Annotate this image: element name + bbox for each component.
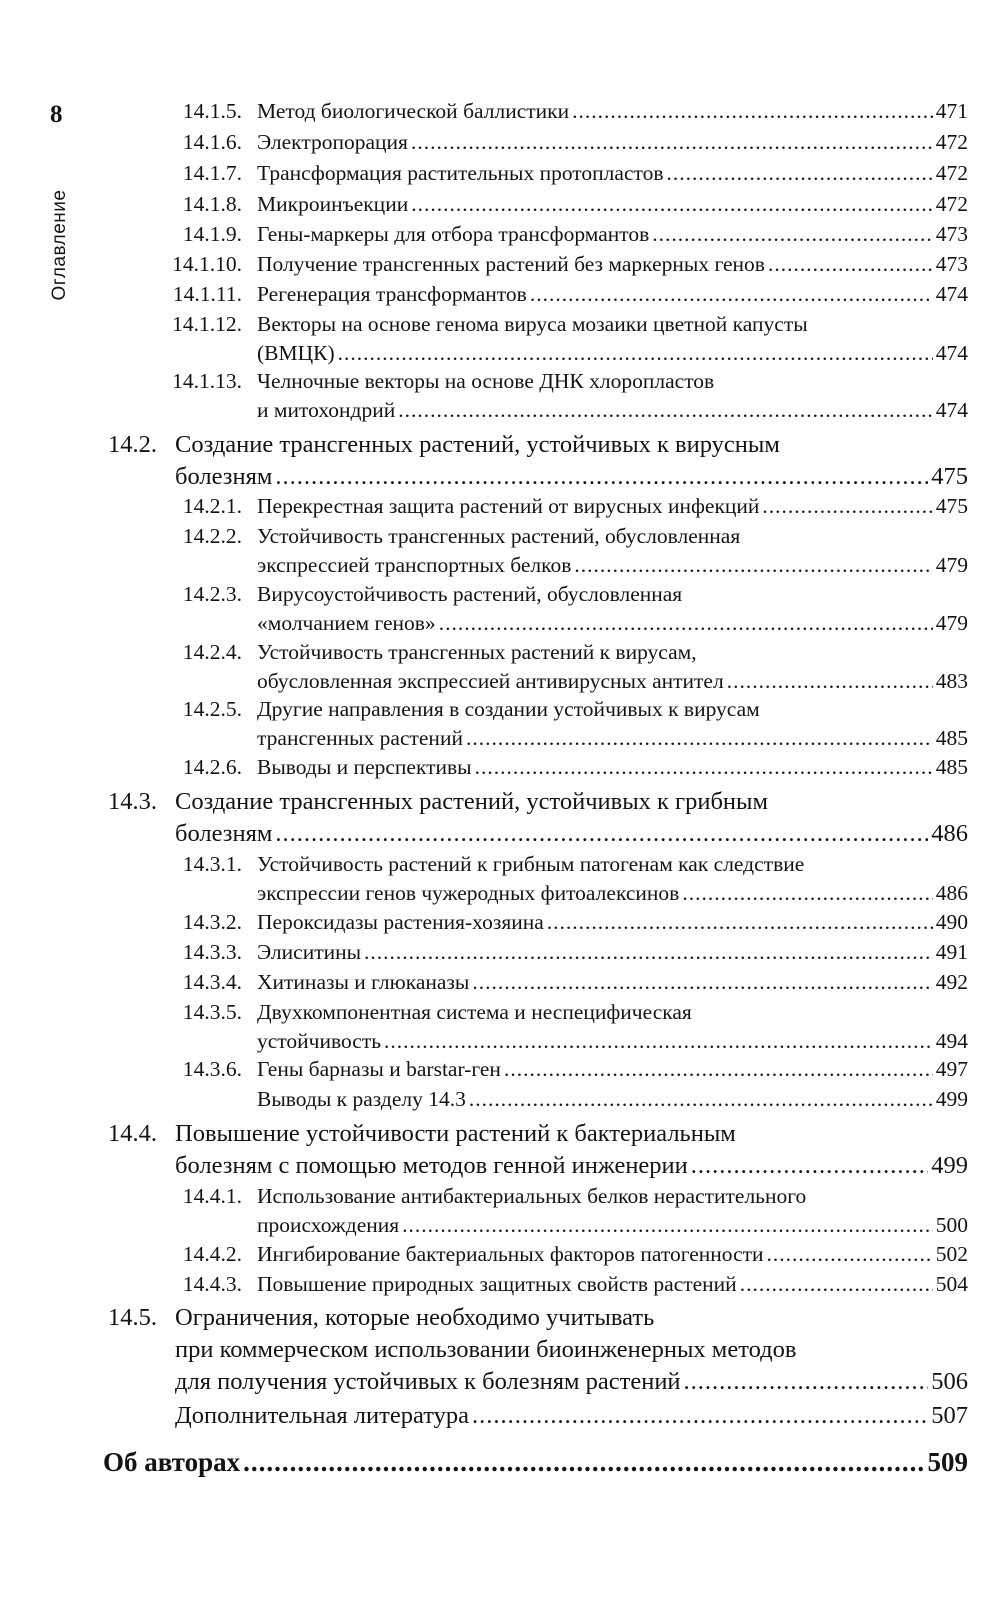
entry-title: Вирусоустойчивость растений, обусловленная [257, 582, 683, 606]
entry-page: 486 [935, 881, 968, 905]
entry-page: 479 [935, 611, 968, 635]
dot-leader [667, 159, 933, 188]
entry-page: 483 [935, 669, 968, 693]
toc-entry-14-3-2[interactable] [182, 908, 968, 937]
dot-leader [762, 492, 932, 521]
dot-leader [572, 97, 933, 126]
entry-title: Повышение природных защитных свойств растений [257, 1272, 737, 1296]
entry-number: 14.1.12. [172, 312, 242, 336]
dot-leader [767, 1240, 933, 1269]
section-title: Повышение устойчивости растений к бактериальным [175, 1120, 736, 1147]
section-number: 14.4. [108, 1120, 157, 1147]
entry-number: 14.1.5. [182, 99, 242, 123]
dot-leader [466, 724, 933, 753]
entry-title: Перекрестная защита растений от вирусных инфекций [257, 494, 760, 518]
toc-entry-14-4-1[interactable] [182, 1182, 968, 1240]
dot-leader [439, 609, 933, 638]
entry-page: 472 [935, 161, 968, 185]
dot-leader [684, 1366, 929, 1398]
dot-leader [504, 1055, 933, 1084]
dot-leader [574, 551, 932, 580]
entry-title-cont: устойчивость [257, 1029, 382, 1053]
entry-number: 14.3.6. [182, 1057, 242, 1081]
entry-number: 14.1.8. [182, 192, 242, 216]
dot-leader [275, 818, 928, 850]
toc-entry-14-1-10[interactable] [172, 250, 968, 279]
entry-title-cont: трансгенных растений [257, 726, 463, 750]
entry-title-cont: обусловленная экспрессией антивирусных антител [257, 669, 724, 693]
dot-leader [411, 128, 933, 157]
section-title: Создание трансгенных растений, устойчивых к грибным [175, 788, 769, 815]
entry-title: Метод биологической баллистики [257, 99, 570, 123]
entry-number: 14.1.11. [172, 282, 242, 306]
entry-number: 14.2.1. [182, 494, 242, 518]
section-title-cont: болезням с помощью методов генной инженерии [175, 1152, 688, 1179]
entry-page: 490 [935, 910, 968, 934]
dot-leader [472, 1400, 928, 1432]
dot-leader [398, 396, 933, 425]
entry-page: 473 [935, 222, 968, 246]
entry-number: 14.2.5. [182, 697, 242, 721]
entry-title-cont: экспрессии генов чужеродных фитоалексинов [257, 881, 680, 905]
toc-section-14-3[interactable] [108, 786, 968, 850]
toc-entry-conclusions-14-3[interactable] [257, 1085, 968, 1114]
entry-number: 14.3.3. [182, 940, 242, 964]
toc-entry-14-2-4[interactable] [182, 638, 968, 696]
toc-entry-14-3-4[interactable] [182, 968, 968, 997]
entry-number: 14.4.1. [182, 1184, 242, 1208]
toc-entry-14-2-5[interactable] [182, 695, 968, 753]
entry-number: 14.4.2. [182, 1242, 242, 1266]
entry-title: Ингибирование бактериальных факторов патогенности [257, 1242, 764, 1266]
entry-page: 500 [935, 1213, 968, 1237]
toc-entry-14-1-12[interactable] [172, 310, 968, 368]
entry-title: Об авторах [103, 1447, 241, 1477]
entry-title-cont: (ВМЦК) [257, 341, 335, 365]
entry-page: 509 [927, 1447, 968, 1477]
entry-number: 14.1.13. [172, 369, 242, 393]
entry-title: Векторы на основе генома вируса мозаики цветной капусты [257, 312, 808, 336]
toc-entry-14-3-3[interactable] [182, 938, 968, 967]
entry-title: Пероксидазы растения-хозяина [257, 910, 544, 934]
section-page: 499 [931, 1152, 968, 1179]
section-title: Создание трансгенных растений, устойчивых к вирусным [175, 431, 780, 458]
entry-number: 14.3.2. [182, 910, 242, 934]
entry-page: 474 [935, 341, 968, 365]
section-page: 486 [931, 820, 968, 847]
entry-page: 474 [935, 282, 968, 306]
dot-leader [652, 220, 932, 249]
entry-title: Гены барназы и barstar-ген [257, 1057, 501, 1081]
toc-entry-14-1-7[interactable] [182, 159, 968, 188]
toc-entry-14-2-2[interactable] [182, 522, 968, 580]
entry-title: Дополнительная литература [175, 1402, 469, 1429]
toc-entry-14-2-6[interactable] [182, 753, 968, 782]
entry-title: Использование антибактериальных белков нерастительного [257, 1184, 807, 1208]
entry-title: Гены-маркеры для отбора трансформантов [257, 222, 650, 246]
toc-entry-14-1-5[interactable] [182, 97, 968, 126]
entry-page: 497 [935, 1057, 968, 1081]
entry-page: 472 [935, 192, 968, 216]
entry-title: Элиситины [257, 940, 362, 964]
section-page: 475 [931, 463, 968, 490]
dot-leader [384, 1027, 933, 1056]
toc-entry-14-3-5[interactable] [182, 998, 968, 1056]
entry-page: 499 [935, 1087, 968, 1111]
toc-entry-14-2-3[interactable] [182, 580, 968, 638]
section-title-cont: при коммерческом использовании биоинженерных методов [175, 1336, 797, 1363]
entry-number: 14.2.6. [182, 755, 242, 779]
entry-title: Выводы к разделу 14.3 [257, 1087, 466, 1111]
entry-title-cont: и митохондрий [257, 398, 396, 422]
section-number: 14.2. [108, 431, 157, 458]
entry-title: Устойчивость трансгенных растений, обусловленная [257, 524, 741, 548]
dot-leader [475, 753, 933, 782]
entry-number: 14.4.3. [182, 1272, 242, 1296]
entry-number: 14.3.1. [182, 852, 242, 876]
entry-number: 14.1.10. [172, 252, 242, 276]
toc-section-14-5[interactable] [108, 1302, 968, 1398]
dot-leader [547, 908, 933, 937]
dot-leader [768, 250, 933, 279]
dot-leader [691, 1150, 928, 1182]
entry-title: Получение трансгенных растений без маркерных генов [257, 252, 765, 276]
running-header: Оглавление [49, 189, 70, 301]
entry-title: Двухкомпонентная система и неспецифическая [257, 1000, 692, 1024]
dot-leader [530, 280, 933, 309]
entry-title-cont: происхождения [257, 1213, 400, 1237]
entry-title: Микроинъекции [257, 192, 409, 216]
dot-leader [740, 1270, 933, 1299]
entry-number: 14.2.4. [182, 640, 242, 664]
entry-page: 473 [935, 252, 968, 276]
entry-page: 474 [935, 398, 968, 422]
entry-page: 472 [935, 130, 968, 154]
section-title-cont: для получения устойчивых к болезням растений [175, 1368, 681, 1395]
dot-leader [402, 1211, 933, 1240]
entry-number: 14.1.9. [182, 222, 242, 246]
section-title-cont: болезням [175, 820, 273, 847]
entry-title: Регенерация трансформантов [257, 282, 527, 306]
dot-leader [727, 667, 933, 696]
dot-leader [275, 461, 928, 493]
entry-page: 502 [935, 1242, 968, 1266]
entry-title: Другие направления в создании устойчивых к вирусам [257, 697, 760, 721]
toc-entry-14-3-6[interactable] [182, 1055, 968, 1084]
entry-page: 475 [935, 494, 968, 518]
toc-entry-further-reading[interactable] [175, 1400, 968, 1432]
entry-number: 14.2.3. [182, 582, 242, 606]
dot-leader [411, 190, 933, 219]
entry-number: 14.3.5. [182, 1000, 242, 1024]
toc-entry-14-1-8[interactable] [182, 190, 968, 219]
entry-title: Электропорация [257, 130, 408, 154]
section-number: 14.5. [108, 1304, 157, 1331]
entry-title: Устойчивость растений к грибным патогенам как следствие [257, 852, 805, 876]
entry-page: 494 [935, 1029, 968, 1053]
section-page: 506 [931, 1368, 968, 1395]
entry-title: Челночные векторы на основе ДНК хлоропластов [257, 369, 715, 393]
toc-entry-14-1-9[interactable] [182, 220, 968, 249]
toc-entry-14-4-3[interactable] [182, 1270, 968, 1299]
toc-entry-14-1-11[interactable] [172, 280, 968, 309]
toc-entry-about-authors[interactable] [103, 1444, 968, 1480]
toc-entry-14-2-1[interactable] [182, 492, 968, 521]
toc-entry-14-3-1[interactable] [182, 850, 968, 908]
dot-leader [338, 339, 933, 368]
section-number: 14.3. [108, 788, 157, 815]
toc-entry-14-1-6[interactable] [182, 128, 968, 157]
dot-leader [469, 1085, 933, 1114]
entry-title: Хитиназы и глюканазы [257, 970, 470, 994]
entry-page: 479 [935, 553, 968, 577]
toc-section-14-4[interactable] [108, 1118, 968, 1182]
entry-page: 485 [935, 755, 968, 779]
entry-page: 507 [931, 1402, 968, 1429]
dot-leader [243, 1444, 924, 1480]
dot-leader [472, 968, 932, 997]
entry-number: 14.3.4. [182, 970, 242, 994]
toc-section-14-2[interactable] [108, 429, 968, 493]
entry-number: 14.1.6. [182, 130, 242, 154]
entry-page: 492 [935, 970, 968, 994]
toc-entry-14-4-2[interactable] [182, 1240, 968, 1269]
page-number: 8 [50, 101, 63, 128]
entry-page: 491 [935, 940, 968, 964]
entry-number: 14.2.2. [182, 524, 242, 548]
entry-page: 471 [935, 99, 968, 123]
entry-title-cont: «молчанием генов» [257, 611, 436, 635]
entry-title: Трансформация растительных протопластов [257, 161, 664, 185]
entry-title: Устойчивость трансгенных растений к вирусам, [257, 640, 697, 664]
entry-number: 14.1.7. [182, 161, 242, 185]
entry-page: 504 [935, 1272, 968, 1296]
toc-entry-14-1-13[interactable] [172, 367, 968, 425]
section-title: Ограничения, которые необходимо учитывать [175, 1304, 655, 1331]
dot-leader [682, 879, 932, 908]
entry-title: Выводы и перспективы [257, 755, 472, 779]
entry-title-cont: экспрессией транспортных белков [257, 553, 572, 577]
entry-page: 485 [935, 726, 968, 750]
section-title-cont: болезням [175, 463, 273, 490]
dot-leader [364, 938, 933, 967]
